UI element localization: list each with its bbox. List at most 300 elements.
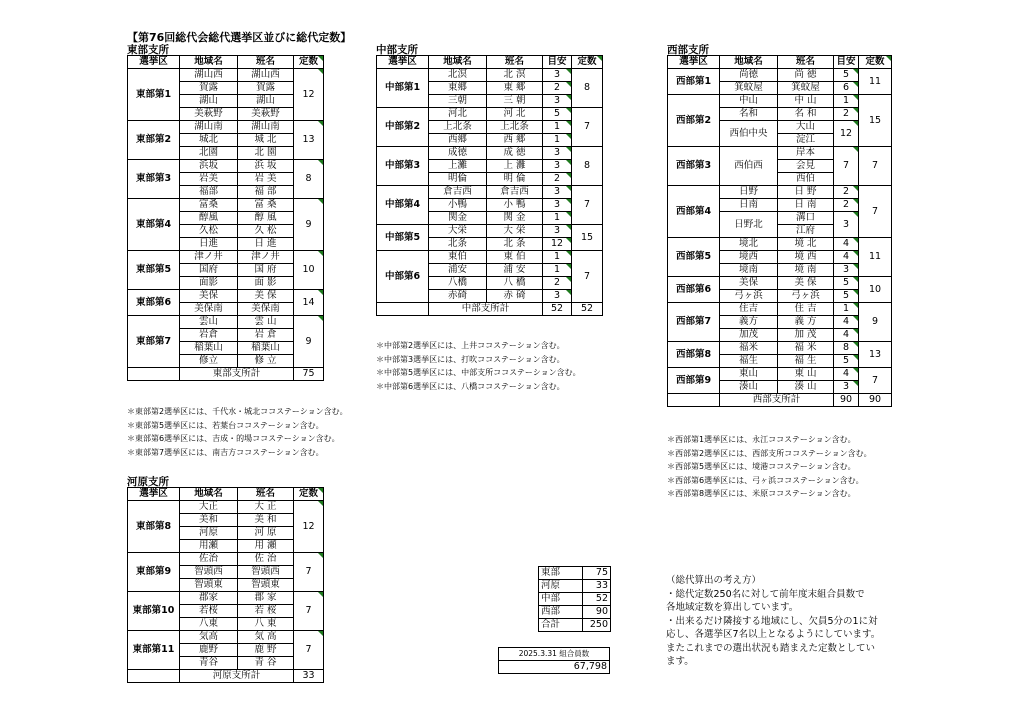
quota-cell: 13 — [859, 342, 892, 368]
cell-marker-icon — [318, 290, 323, 295]
area-cell: 用瀬 — [180, 540, 238, 553]
guideline-cell: 8 — [834, 342, 859, 355]
cell-marker-icon — [566, 173, 571, 178]
guideline-cell: 6 — [834, 82, 859, 95]
guideline-cell: 1 — [834, 303, 859, 316]
summary-label: 中部 — [539, 593, 583, 606]
quota-cell: 13 — [294, 121, 324, 160]
area-cell: 久松 — [180, 225, 238, 238]
area-cell: 国府 — [180, 264, 238, 277]
note-line: ＊西部第5選挙区には、境港ココステーション含む。 — [667, 462, 856, 471]
summary-table — [538, 566, 611, 632]
district-cell: 東部第11 — [128, 631, 180, 670]
area-cell: 境南 — [720, 264, 778, 277]
han-cell: 箕蚊屋 — [778, 82, 834, 95]
table-row — [668, 186, 892, 199]
han-cell: 溝口 — [778, 212, 834, 225]
han-cell: 鹿 野 — [238, 644, 294, 657]
column-header: 地域名 — [180, 56, 238, 69]
guideline-cell: 2 — [834, 186, 859, 199]
total-row — [377, 303, 603, 316]
summary-value: 52 — [583, 593, 611, 606]
area-cell: 佐治 — [180, 553, 238, 566]
column-header: 地域名 — [429, 56, 487, 69]
column-header: 目安 — [834, 56, 859, 69]
column-header: 定数 — [859, 56, 892, 69]
quota-cell: 14 — [294, 290, 324, 316]
total-blank — [128, 670, 180, 683]
han-cell: 大 栄 — [487, 225, 543, 238]
district-cell: 中部第6 — [377, 251, 429, 303]
area-cell: 西伯西 — [720, 147, 778, 186]
area-cell: 気高 — [180, 631, 238, 644]
guideline-cell: 4 — [834, 368, 859, 381]
explanation-text — [666, 574, 880, 669]
quota-cell: 7 — [572, 108, 603, 147]
column-header: 選挙区 — [668, 56, 720, 69]
cell-marker-icon — [318, 69, 323, 74]
cell-marker-icon — [566, 160, 571, 165]
quota-cell: 8 — [294, 160, 324, 199]
quota-cell: 12 — [294, 69, 324, 121]
cell-marker-icon — [853, 121, 858, 126]
han-cell: 賀露 — [238, 82, 294, 95]
area-cell: 修立 — [180, 355, 238, 368]
table-row — [668, 69, 892, 82]
area-cell: 東伯 — [429, 251, 487, 264]
area-cell: 美萩野 — [180, 108, 238, 121]
note-line: ＊東部第6選挙区には、吉成・的場ココステーション含む。 — [127, 434, 340, 443]
han-cell: 境 南 — [778, 264, 834, 277]
han-cell: 若 桜 — [238, 605, 294, 618]
cell-marker-icon — [853, 368, 858, 373]
members-label: 2025.3.31 組合員数 — [499, 648, 610, 661]
note-line: ＊中部第6選挙区には、八橋ココステーション含む。 — [376, 381, 565, 391]
han-cell: 用 瀬 — [238, 540, 294, 553]
guideline-cell: 12 — [834, 121, 859, 147]
area-cell: 若桜 — [180, 605, 238, 618]
han-cell: 中 山 — [778, 95, 834, 108]
guideline-cell: 2 — [834, 199, 859, 212]
han-cell: 北 条 — [487, 238, 543, 251]
han-cell: 西伯 — [778, 173, 834, 186]
area-cell: 日南 — [720, 199, 778, 212]
district-cell: 中部第1 — [377, 69, 429, 108]
cell-marker-icon — [318, 316, 323, 321]
area-cell: 賀露 — [180, 82, 238, 95]
area-cell: 湖山 — [180, 95, 238, 108]
guideline-cell: 2 — [543, 277, 572, 290]
area-cell: 中山 — [720, 95, 778, 108]
cell-marker-icon — [853, 316, 858, 321]
guideline-cell: 5 — [543, 108, 572, 121]
summary-label: 合計 — [539, 619, 583, 632]
west-table-wrap — [667, 55, 892, 407]
middle-table — [376, 55, 603, 316]
area-cell: 上灘 — [429, 160, 487, 173]
table-row — [128, 121, 324, 134]
cell-marker-icon — [566, 199, 571, 204]
district-cell: 中部第4 — [377, 186, 429, 225]
guideline-cell: 7 — [834, 147, 859, 186]
cell-marker-icon — [853, 69, 858, 74]
han-cell: 岩 美 — [238, 173, 294, 186]
cell-marker-icon — [566, 277, 571, 282]
column-header: 班名 — [487, 56, 543, 69]
guideline-cell: 3 — [543, 147, 572, 160]
total-row — [128, 670, 324, 683]
cell-marker-icon — [853, 82, 858, 87]
han-cell: 三 朝 — [487, 95, 543, 108]
guideline-cell: 3 — [543, 186, 572, 199]
column-header: 選挙区 — [128, 56, 180, 69]
area-cell: 東山 — [720, 368, 778, 381]
han-cell: 東 郷 — [487, 82, 543, 95]
quota-cell: 9 — [294, 316, 324, 368]
explain-line: 各地域定数を算出しています。 — [666, 602, 799, 613]
total-row — [128, 368, 324, 381]
han-cell: 美 保 — [238, 290, 294, 303]
han-cell: 美萩野 — [238, 108, 294, 121]
total-label: 東部支所計 — [180, 368, 294, 381]
column-header: 選挙区 — [377, 56, 429, 69]
guideline-cell: 2 — [543, 82, 572, 95]
han-cell: 河 北 — [487, 108, 543, 121]
table-row — [128, 631, 324, 644]
han-cell: 津ノ井 — [238, 251, 294, 264]
district-cell: 東部第10 — [128, 592, 180, 631]
table-row — [128, 199, 324, 212]
han-cell: 醇 風 — [238, 212, 294, 225]
area-cell: 智頭西 — [180, 566, 238, 579]
guideline-cell: 4 — [834, 316, 859, 329]
cell-marker-icon — [566, 225, 571, 230]
guideline-cell: 5 — [834, 69, 859, 82]
area-cell: 湖山西 — [180, 69, 238, 82]
area-cell: 稲葉山 — [180, 342, 238, 355]
han-cell: 福 米 — [778, 342, 834, 355]
summary-label: 東部 — [539, 567, 583, 580]
han-cell: 湖山 — [238, 95, 294, 108]
summary-row — [539, 606, 611, 619]
table-row — [668, 238, 892, 251]
note-line: ＊東部第7選挙区には、南吉方ココステーション含む。 — [127, 447, 324, 457]
guideline-cell: 5 — [834, 290, 859, 303]
table-row — [128, 251, 324, 264]
guideline-cell: 4 — [834, 251, 859, 264]
cell-marker-icon — [853, 251, 858, 256]
cell-marker-icon — [318, 251, 323, 256]
header-row — [128, 488, 324, 501]
area-cell: 三朝 — [429, 95, 487, 108]
column-header: 選挙区 — [128, 488, 180, 501]
cell-marker-icon — [853, 212, 858, 217]
area-cell: 上北条 — [429, 121, 487, 134]
han-cell: 稲葉山 — [238, 342, 294, 355]
column-header: 班名 — [778, 56, 834, 69]
quota-cell: 7 — [859, 186, 892, 238]
guideline-cell: 4 — [834, 329, 859, 342]
note-line: ＊東部第2選挙区には、千代水・城北ココステーション含む。 — [127, 407, 348, 416]
han-cell: 東 伯 — [487, 251, 543, 264]
table-row — [128, 592, 324, 605]
guideline-cell: 12 — [543, 238, 572, 251]
han-cell: 住 吉 — [778, 303, 834, 316]
area-cell: 日進 — [180, 238, 238, 251]
han-cell: 面 影 — [238, 277, 294, 290]
area-cell: 智頭東 — [180, 579, 238, 592]
han-cell: 湖山南 — [238, 121, 294, 134]
quota-cell: 7 — [294, 553, 324, 592]
han-cell: 智頭西 — [238, 566, 294, 579]
han-cell: 北 溟 — [487, 69, 543, 82]
cell-marker-icon — [566, 212, 571, 217]
cell-marker-icon — [566, 95, 571, 100]
table-row — [128, 501, 324, 514]
total-blank — [128, 368, 180, 381]
area-cell: 倉吉西 — [429, 186, 487, 199]
column-header: 定数 — [294, 56, 324, 69]
area-cell: 岩美 — [180, 173, 238, 186]
cell-marker-icon — [318, 121, 323, 126]
area-cell: 義方 — [720, 316, 778, 329]
han-cell: 尚 徳 — [778, 69, 834, 82]
cell-marker-icon — [853, 277, 858, 282]
quota-cell: 12 — [294, 501, 324, 553]
cell-marker-icon — [318, 488, 323, 493]
guideline-cell: 2 — [543, 173, 572, 186]
han-cell: 福 生 — [778, 355, 834, 368]
table-row — [377, 69, 603, 82]
area-cell: 鹿野 — [180, 644, 238, 657]
cell-marker-icon — [566, 264, 571, 269]
han-cell: 上北条 — [487, 121, 543, 134]
table-row — [377, 225, 603, 238]
guideline-cell: 3 — [543, 199, 572, 212]
area-cell: 河原 — [180, 527, 238, 540]
han-cell: 雲 山 — [238, 316, 294, 329]
quota-cell: 8 — [572, 147, 603, 186]
district-cell: 東部第5 — [128, 251, 180, 290]
han-cell: 浦 安 — [487, 264, 543, 277]
cell-marker-icon — [853, 238, 858, 243]
cell-marker-icon — [853, 199, 858, 204]
han-cell: 淀江 — [778, 134, 834, 147]
table-row — [377, 147, 603, 160]
cell-marker-icon — [566, 108, 571, 113]
district-cell: 西部第8 — [668, 342, 720, 368]
members-table — [498, 647, 610, 674]
cell-marker-icon — [566, 69, 571, 74]
header-row — [377, 56, 603, 69]
area-cell: 東郷 — [429, 82, 487, 95]
quota-cell: 9 — [859, 303, 892, 342]
column-header: 定数 — [572, 56, 603, 69]
area-cell: 富桑 — [180, 199, 238, 212]
area-cell: 美和 — [180, 514, 238, 527]
summary-value: 75 — [583, 567, 611, 580]
kawahara-table-wrap — [127, 487, 324, 683]
column-header: 班名 — [238, 56, 294, 69]
area-cell: 弓ヶ浜 — [720, 290, 778, 303]
header-row — [128, 56, 324, 69]
han-cell: 郡 家 — [238, 592, 294, 605]
total-quota: 52 — [572, 303, 603, 316]
area-cell: 浜坂 — [180, 160, 238, 173]
column-header: 目安 — [543, 56, 572, 69]
quota-cell: 7 — [859, 147, 892, 186]
area-cell: 加茂 — [720, 329, 778, 342]
han-cell: 東 山 — [778, 368, 834, 381]
han-cell: 義 方 — [778, 316, 834, 329]
area-cell: 津ノ井 — [180, 251, 238, 264]
han-cell: 美 和 — [238, 514, 294, 527]
district-cell: 東部第8 — [128, 501, 180, 553]
area-cell: 明倫 — [429, 173, 487, 186]
total-quota: 90 — [859, 394, 892, 407]
han-cell: 日 進 — [238, 238, 294, 251]
quota-cell: 9 — [294, 199, 324, 251]
explain-line: 応し、各選挙区7名以上となるようにしています。 — [666, 629, 881, 640]
han-cell: 智頭東 — [238, 579, 294, 592]
quota-cell: 15 — [859, 95, 892, 147]
han-cell: 大 正 — [238, 501, 294, 514]
area-cell: 城北 — [180, 134, 238, 147]
han-cell: 赤 碕 — [487, 290, 543, 303]
note-line: ＊東部第5選挙区には、若葉台ココステーション含む。 — [127, 420, 324, 430]
area-cell: 浦安 — [429, 264, 487, 277]
summary-row — [539, 580, 611, 593]
han-cell: 美 保 — [778, 277, 834, 290]
summary-row — [539, 593, 611, 606]
han-cell: 江府 — [778, 225, 834, 238]
header-row — [668, 56, 892, 69]
table-row — [668, 303, 892, 316]
area-cell: 境北 — [720, 238, 778, 251]
area-cell: 福米 — [720, 342, 778, 355]
han-cell: 大山 — [778, 121, 834, 134]
area-cell: 日野 — [720, 186, 778, 199]
cell-marker-icon — [318, 160, 323, 165]
column-header: 地域名 — [180, 488, 238, 501]
table-row — [668, 147, 892, 160]
area-cell: 箕蚊屋 — [720, 82, 778, 95]
explain-line: ・出来るだけ隣接する地域にし、欠員5分の1に対 — [666, 615, 878, 627]
area-cell: 関金 — [429, 212, 487, 225]
area-cell: 西伯中央 — [720, 121, 778, 147]
district-cell: 西部第1 — [668, 69, 720, 95]
cell-marker-icon — [566, 186, 571, 191]
explain-line: ます。 — [666, 656, 694, 667]
area-cell: 福生 — [720, 355, 778, 368]
han-cell: 明 倫 — [487, 173, 543, 186]
han-cell: 上 灘 — [487, 160, 543, 173]
district-cell: 西部第9 — [668, 368, 720, 394]
cell-marker-icon — [853, 108, 858, 113]
han-cell: 倉吉西 — [487, 186, 543, 199]
area-cell: 小鴨 — [429, 199, 487, 212]
column-header: 地域名 — [720, 56, 778, 69]
area-cell: 名和 — [720, 108, 778, 121]
summary-value: 250 — [583, 619, 611, 632]
district-cell: 西部第4 — [668, 186, 720, 238]
total-guideline: 90 — [834, 394, 859, 407]
table-row — [377, 108, 603, 121]
cell-marker-icon — [566, 121, 571, 126]
summary-value: 33 — [583, 580, 611, 593]
area-cell: 河北 — [429, 108, 487, 121]
district-cell: 西部第3 — [668, 147, 720, 186]
table-row — [128, 290, 324, 303]
quota-cell: 7 — [859, 368, 892, 394]
table-row — [377, 251, 603, 264]
han-cell: 国 府 — [238, 264, 294, 277]
area-cell: 大栄 — [429, 225, 487, 238]
cell-marker-icon — [853, 329, 858, 334]
han-cell: 北 園 — [238, 147, 294, 160]
note-line: ＊西部第6選挙区には、弓ヶ浜ココステーション含む。 — [667, 475, 864, 485]
area-cell: 美保 — [720, 277, 778, 290]
cell-marker-icon — [318, 501, 323, 506]
area-cell: 醇風 — [180, 212, 238, 225]
han-cell: 美保南 — [238, 303, 294, 316]
quota-cell: 11 — [859, 238, 892, 277]
area-cell: 境西 — [720, 251, 778, 264]
east-branch-title: 東部支所 — [127, 44, 169, 56]
guideline-cell: 1 — [543, 134, 572, 147]
guideline-cell: 1 — [543, 212, 572, 225]
middle-notes — [376, 339, 581, 393]
table-row — [128, 316, 324, 329]
note-line: ＊中部第3選挙区には、打吹ココステーション含む。 — [376, 354, 565, 364]
han-cell: 境 北 — [778, 238, 834, 251]
cell-marker-icon — [566, 82, 571, 87]
total-row — [668, 394, 892, 407]
middle-branch-title: 中部支所 — [376, 44, 418, 56]
han-cell: 八 橋 — [487, 277, 543, 290]
area-cell: 雲山 — [180, 316, 238, 329]
note-line: ＊西部第8選挙区には、米原ココステーション含む。 — [667, 489, 856, 498]
cell-marker-icon — [318, 56, 323, 61]
area-cell: 青谷 — [180, 657, 238, 670]
area-cell: 住吉 — [720, 303, 778, 316]
han-cell: 浜 坂 — [238, 160, 294, 173]
han-cell: 岸本 — [778, 147, 834, 160]
note-line: ＊西部第1選挙区には、永江ココステーション含む。 — [667, 435, 856, 444]
han-cell: 岩 倉 — [238, 329, 294, 342]
table-row — [668, 95, 892, 108]
han-cell: 弓ヶ浜 — [778, 290, 834, 303]
total-guideline: 52 — [543, 303, 572, 316]
total-quota: 33 — [294, 670, 324, 683]
han-cell: 日 野 — [778, 186, 834, 199]
district-cell: 西部第7 — [668, 303, 720, 342]
han-cell: 城 北 — [238, 134, 294, 147]
page-title: 【第76回総代会総代選挙区並びに総代定数】 — [127, 31, 352, 44]
west-notes — [667, 433, 872, 501]
han-cell: 名 和 — [778, 108, 834, 121]
cell-marker-icon — [566, 238, 571, 243]
cell-marker-icon — [566, 290, 571, 295]
area-cell: 湊山 — [720, 381, 778, 394]
han-cell: 小 鴨 — [487, 199, 543, 212]
cell-marker-icon — [318, 199, 323, 204]
column-header: 定数 — [294, 488, 324, 501]
cell-marker-icon — [853, 186, 858, 191]
district-cell: 東部第1 — [128, 69, 180, 121]
guideline-cell: 5 — [834, 277, 859, 290]
kawahara-branch-title: 河原支所 — [127, 476, 169, 488]
